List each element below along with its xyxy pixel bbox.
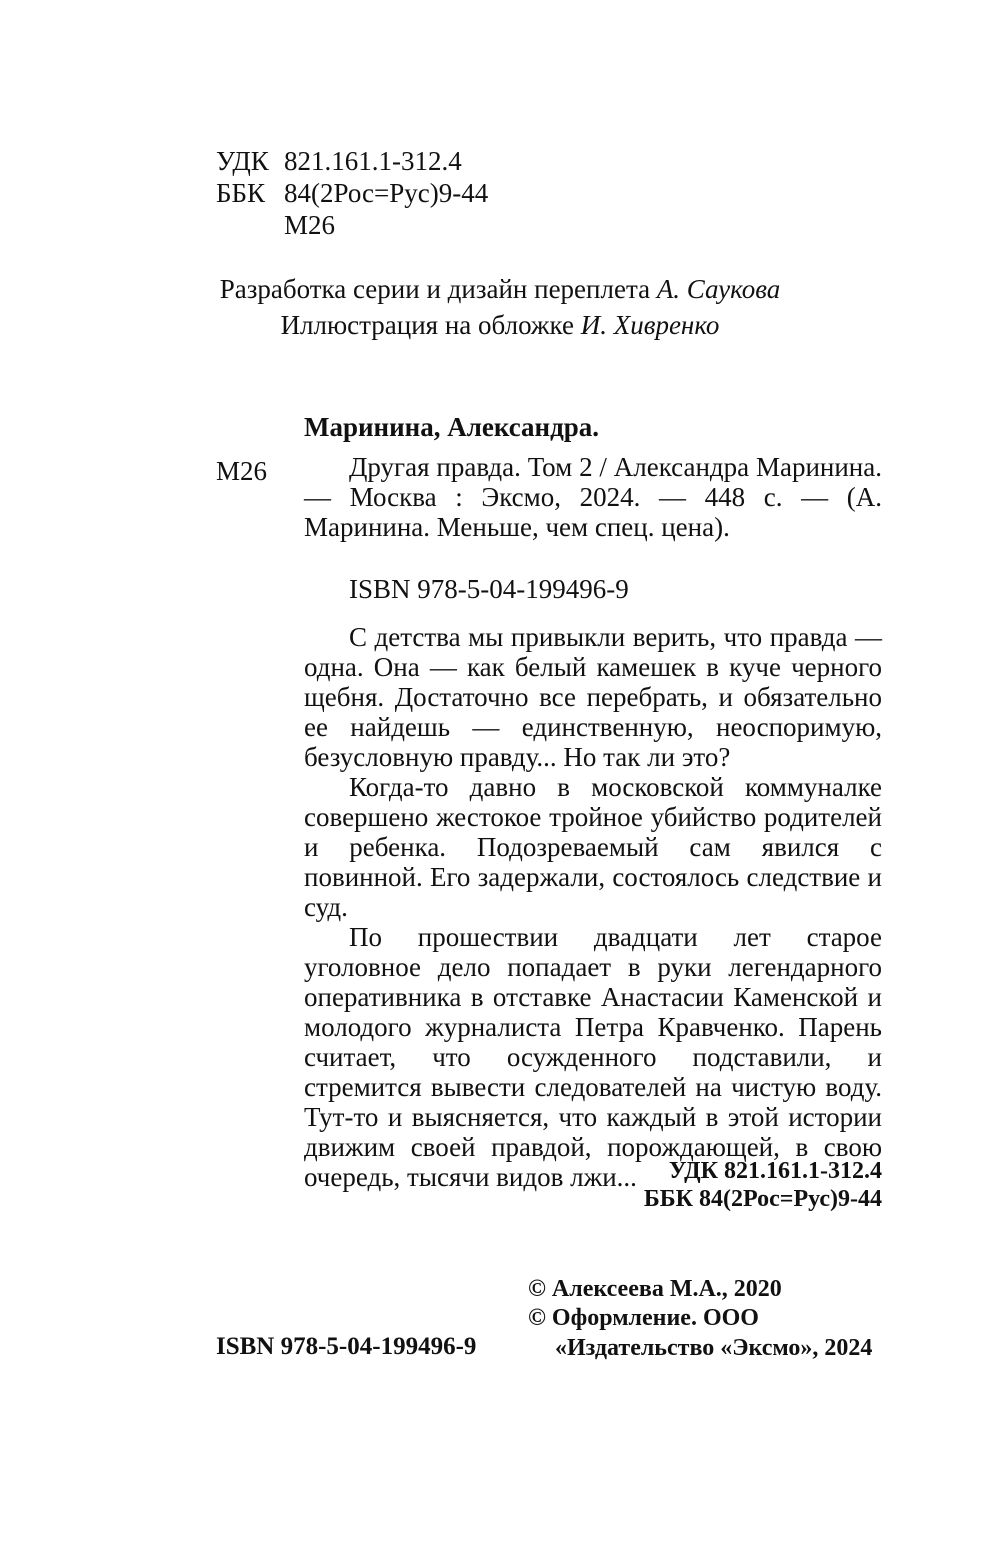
bbk-top-row [216, 178, 488, 208]
annotation-paragraph-1: С детства мы привыкли верить, что правда — одна. Она — как белый камешек в куче черного щебня. Достаточно все перебрать, и обязательно ее найдешь — единственную, неоспоримую, безусловную правду... Но так ли это? [304, 622, 882, 772]
illustration-credit-name: И. Хивренко [580, 310, 720, 340]
bibliographic-description: Другая правда. Том 2 / Александра Маринина. — Москва : Эксмо, 2024. — 448 с. — (А. Маринина. Меньше, чем спец. цена). [304, 452, 882, 542]
isbn-middle: ISBN 978-5-04-199496-9 [349, 574, 629, 604]
illustration-credit-text: Иллюстрация на обложке [280, 310, 574, 340]
udk-bottom: УДК 821.161.1-312.4 [668, 1158, 882, 1184]
bbk-bottom: ББК 84(2Рос=Рус)9-44 [643, 1186, 882, 1212]
copyright-publisher: «Издательство «Эксмо», 2024 [555, 1335, 873, 1361]
annotation-paragraph-2: Когда-то давно в московской коммуналке совершено жестокое тройное убийство родителей и ребенка. Подозреваемый сам явился с повинной. Его задержали, состоялось следствие и суд. [304, 772, 882, 922]
author-mark-left: М26 [216, 456, 268, 486]
design-credit-name: А. Саукова [656, 274, 781, 304]
bbk-top-label: ББК [216, 178, 266, 208]
copyright-author: © Алексеева М.А., 2020 [528, 1276, 782, 1302]
copyright-design: © Оформление. ООО [528, 1305, 759, 1331]
udk-top-row [216, 146, 462, 176]
udk-top-value: 821.161.1-312.4 [284, 146, 462, 176]
isbn-bottom: ISBN 978-5-04-199496-9 [216, 1333, 477, 1360]
design-credit [0, 274, 1000, 304]
design-credit-text: Разработка серии и дизайн переплета [219, 274, 651, 304]
annotation-paragraph-3: По прошествии двадцати лет старое уголовное дело попадает в руки легендарного оперативника в отставке Анастасии Каменской и молодого журналиста Петра Кравченко. Парень считает, что осужденного подставили, и стремится вывести следователей на чистую воду. Тут-то и выясняется, что каждый в этой истории движим своей правдой, порождающей, в свою очередь, тысячи видов лжи... [304, 922, 882, 1192]
illustration-credit [0, 310, 1000, 340]
book-author: Маринина, Александра. [304, 412, 600, 442]
udk-top-label: УДК [216, 146, 269, 176]
bbk-top-value: 84(2Рос=Рус)9-44 [284, 178, 489, 208]
author-mark-top: М26 [284, 210, 336, 240]
annotation [304, 622, 882, 1192]
